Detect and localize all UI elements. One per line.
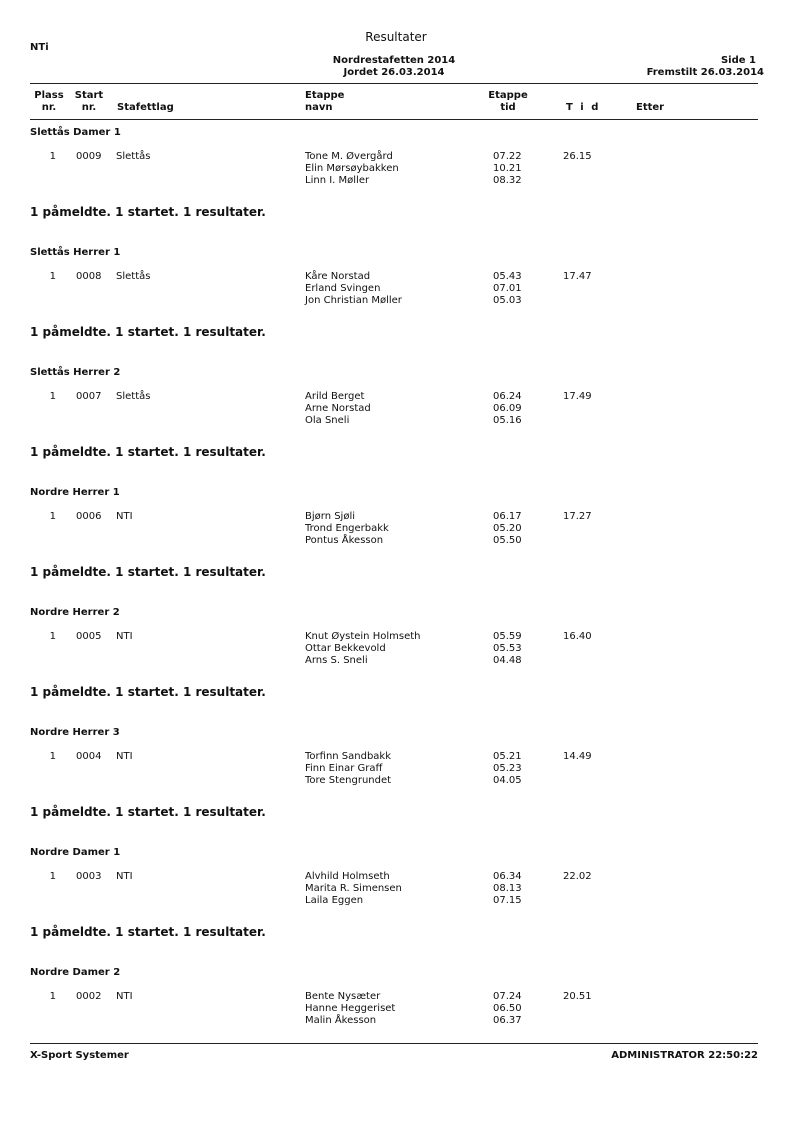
class-section (0, 727, 792, 847)
class-section (0, 607, 792, 727)
leg-time: 06.34 (493, 871, 522, 882)
class-section (0, 367, 792, 487)
class-name: Nordre Damer 2 (30, 967, 121, 978)
class-summary: 1 påmeldte. 1 startet. 1 resultater. (30, 325, 266, 339)
runner-name: Malin Åkesson (305, 1015, 377, 1026)
column-header-start-line1: Start (74, 90, 104, 101)
start-number: 0004 (76, 751, 102, 762)
column-header-leg-time-line1: Etappe (488, 90, 528, 101)
start-number: 0006 (76, 511, 102, 522)
runner-list (305, 391, 371, 427)
leg-time: 05.20 (493, 523, 522, 534)
class-section (0, 487, 792, 607)
leg-time-list (493, 871, 522, 907)
leg-time: 05.53 (493, 643, 522, 654)
leg-time-list (493, 391, 522, 427)
column-header-place-line1: Plass (34, 90, 64, 101)
class-name: Nordre Damer 1 (30, 847, 121, 858)
team-name: NTI (116, 511, 133, 522)
class-name: Slettås Herrer 1 (30, 247, 121, 258)
team-name: NTI (116, 871, 133, 882)
column-header-total-time: T i d (566, 102, 601, 113)
team-name: Slettås (116, 271, 151, 282)
class-name: Slettås Herrer 2 (30, 367, 121, 378)
footer-divider (30, 1043, 758, 1044)
class-section (0, 847, 792, 967)
footer-user-time: ADMINISTRATOR 22:50:22 (611, 1050, 758, 1061)
leg-time: 05.59 (493, 631, 522, 642)
runner-list (305, 511, 389, 547)
team-name: NTI (116, 751, 133, 762)
class-summary: 1 påmeldte. 1 startet. 1 resultater. (30, 925, 266, 939)
start-number: 0008 (76, 271, 102, 282)
runner-list (305, 151, 399, 187)
start-number: 0003 (76, 871, 102, 882)
total-time: 14.49 (563, 751, 592, 762)
leg-time: 04.05 (493, 775, 522, 786)
leg-time: 07.15 (493, 895, 522, 906)
column-header-leg-name (305, 90, 344, 114)
column-header-divider (30, 119, 758, 120)
column-header-start-line2: nr. (81, 102, 97, 113)
start-number: 0005 (76, 631, 102, 642)
runner-name: Ottar Bekkevold (305, 643, 386, 654)
place: 1 (49, 271, 56, 282)
leg-time-list (493, 511, 522, 547)
runner-name: Bente Nysæter (305, 991, 381, 1002)
place: 1 (49, 391, 56, 402)
runner-name: Bjørn Sjøli (305, 511, 356, 522)
report-title: Resultater (365, 30, 427, 44)
start-number: 0007 (76, 391, 102, 402)
leg-time: 06.09 (493, 403, 522, 414)
leg-time-list (493, 631, 522, 667)
column-header-leg-name-line1: Etappe (305, 90, 345, 101)
footer-software: X-Sport Systemer (30, 1050, 129, 1061)
runner-name: Torfinn Sandbakk (305, 751, 392, 762)
runner-name: Elin Mørsøybakken (305, 163, 399, 174)
class-summary: 1 påmeldte. 1 startet. 1 resultater. (30, 685, 266, 699)
runner-name: Ola Sneli (305, 415, 350, 426)
column-header-start (74, 90, 104, 114)
header-divider (30, 83, 758, 84)
class-name: Nordre Herrer 2 (30, 607, 120, 618)
printed-date: Fremstilt 26.03.2014 (646, 67, 764, 78)
runner-list (305, 751, 391, 787)
runner-name: Knut Øystein Holmseth (305, 631, 421, 642)
runner-name: Laila Eggen (305, 895, 364, 906)
total-time: 20.51 (563, 991, 592, 1002)
total-time: 17.49 (563, 391, 592, 402)
page-number: Side 1 (720, 55, 756, 66)
team-name: Slettås (116, 151, 151, 162)
total-time: 26.15 (563, 151, 592, 162)
class-summary: 1 påmeldte. 1 startet. 1 resultater. (30, 805, 266, 819)
runner-list (305, 631, 420, 667)
leg-time: 05.21 (493, 751, 522, 762)
organization-name: NTi (30, 42, 49, 53)
place: 1 (49, 151, 56, 162)
place: 1 (49, 631, 56, 642)
column-header-leg-time-line2: tid (500, 102, 516, 113)
class-name: Slettås Damer 1 (30, 127, 121, 138)
team-name: NTI (116, 991, 133, 1002)
team-name: NTI (116, 631, 133, 642)
total-time: 22.02 (563, 871, 592, 882)
leg-time: 08.32 (493, 175, 522, 186)
class-name: Nordre Herrer 1 (30, 487, 120, 498)
column-header-team: Stafettlag (117, 102, 174, 113)
runner-name: Marita R. Simensen (305, 883, 402, 894)
runner-name: Tore Stengrundet (305, 775, 392, 786)
runner-name: Arne Norstad (305, 403, 371, 414)
team-name: Slettås (116, 391, 151, 402)
leg-time: 05.43 (493, 271, 522, 282)
class-summary: 1 påmeldte. 1 startet. 1 resultater. (30, 445, 266, 459)
leg-time-list (493, 751, 522, 787)
runner-name: Finn Einar Graff (305, 763, 383, 774)
leg-time: 06.50 (493, 1003, 522, 1014)
place: 1 (49, 511, 56, 522)
class-section (0, 967, 792, 1037)
event-name: Nordrestafetten 2014 (332, 55, 456, 66)
leg-time: 04.48 (493, 655, 522, 666)
leg-time-list (493, 991, 522, 1027)
total-time: 16.40 (563, 631, 592, 642)
leg-time: 07.01 (493, 283, 522, 294)
start-number: 0009 (76, 151, 102, 162)
runner-name: Hanne Heggeriset (305, 1003, 396, 1014)
total-time: 17.27 (563, 511, 592, 522)
leg-time: 06.24 (493, 391, 522, 402)
runner-name: Arild Berget (305, 391, 365, 402)
leg-time: 06.37 (493, 1015, 522, 1026)
column-header-leg-time (482, 90, 534, 114)
total-time: 17.47 (563, 271, 592, 282)
runner-name: Alvhild Holmseth (305, 871, 390, 882)
start-number: 0002 (76, 991, 102, 1002)
place: 1 (49, 871, 56, 882)
leg-time: 06.17 (493, 511, 522, 522)
runner-list (305, 991, 395, 1027)
place: 1 (49, 991, 56, 1002)
runner-name: Pontus Åkesson (305, 535, 384, 546)
leg-time: 08.13 (493, 883, 522, 894)
class-name: Nordre Herrer 3 (30, 727, 120, 738)
leg-time-list (493, 151, 522, 187)
leg-time: 07.22 (493, 151, 522, 162)
class-summary: 1 påmeldte. 1 startet. 1 resultater. (30, 565, 266, 579)
runner-name: Arns S. Sneli (305, 655, 368, 666)
column-header-place (34, 90, 64, 114)
leg-time-list (493, 271, 522, 307)
leg-time: 07.24 (493, 991, 522, 1002)
column-header-place-line2: nr. (41, 102, 57, 113)
class-section (0, 247, 792, 367)
leg-time: 10.21 (493, 163, 522, 174)
event-date: Jordet 26.03.2014 (343, 67, 445, 78)
leg-time: 05.50 (493, 535, 522, 546)
column-header-leg-name-line2: navn (305, 102, 333, 113)
runner-name: Kåre Norstad (305, 271, 371, 282)
place: 1 (49, 751, 56, 762)
leg-time: 05.03 (493, 295, 522, 306)
runner-list (305, 871, 402, 907)
runner-list (305, 271, 402, 307)
class-summary: 1 påmeldte. 1 startet. 1 resultater. (30, 205, 266, 219)
runner-name: Tone M. Øvergård (305, 151, 393, 162)
runner-name: Linn I. Møller (305, 175, 370, 186)
column-header-behind: Etter (636, 102, 665, 113)
class-section (0, 127, 792, 247)
leg-time: 05.23 (493, 763, 522, 774)
runner-name: Erland Svingen (305, 283, 381, 294)
runner-name: Jon Christian Møller (305, 295, 402, 306)
leg-time: 05.16 (493, 415, 522, 426)
runner-name: Trond Engerbakk (305, 523, 389, 534)
